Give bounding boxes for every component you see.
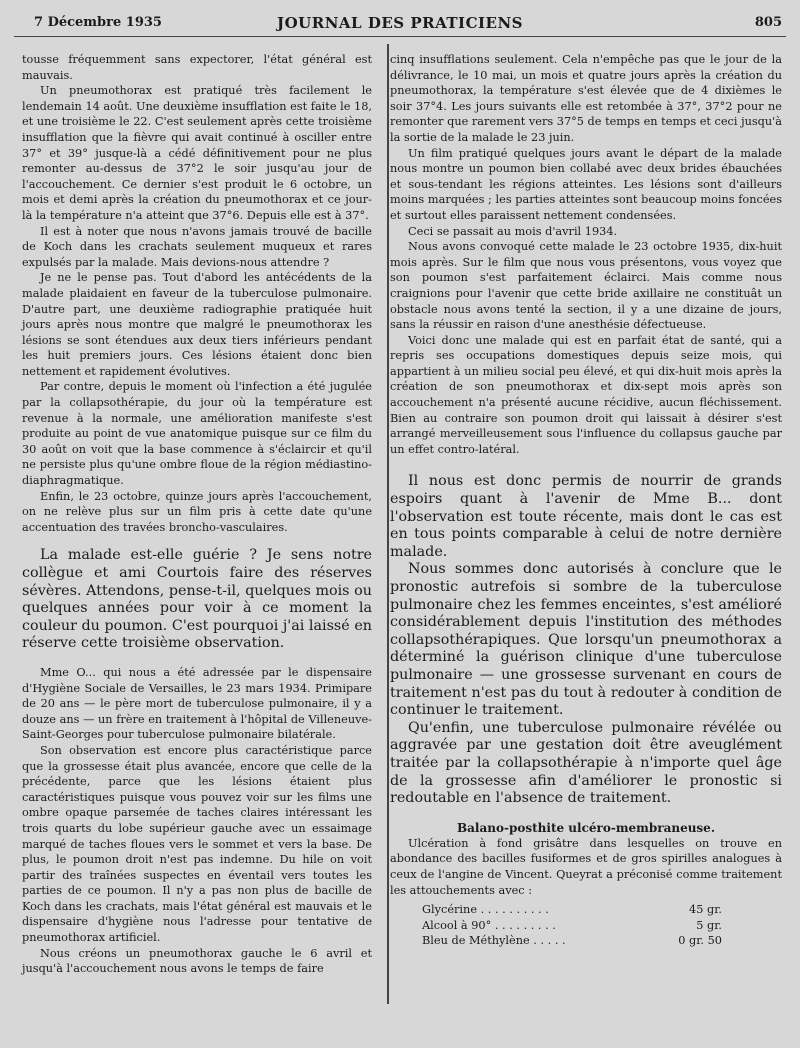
prescription-row [422,902,722,918]
left-column [22,52,372,977]
ingredient-amount: 0 gr. 50 [678,934,722,948]
paragraph: Un film pratiqué quelques jours avant le départ de la malade nous montre un poumon bien collabé avec deux brides ébauchées et sous-tendant les régions atteintes. Les lésions sont d'ailleurs moins marquées ; les parties atteintes sont beaucoup moins foncées et surtout elles paraissent nettement condensées. [390,146,782,222]
paragraph: Ceci se passait au mois d'avril 1934. [408,224,618,238]
paragraph: Un pneumothorax est pratiqué très facilement le lendemain 14 août. Une deuxième insufflation est faite le 18, et une troisième le 22. C'est seulement après cette troisième insufflation que la fièvre qui avait continué à osciller entre 37° et 39° jusque-là a cédé définitivement pour ne plus remonter au-dessus de 37°2 le soir jusqu'au jour de l'accouchement. Ce dernier s'est produit le 6 octobre, un mois et demi après la création du pneumothorax et ce jour-là la température n'a atteint que 37°6. Depuis elle est à 37°. [22,84,372,222]
column-divider [387,44,389,1004]
journal-title: JOURNAL DES PRATICIENS [277,14,523,32]
paragraph: Son observation est encore plus caractéristique parce que la grossesse était plus avancée, encore que celle de la précédente, parce que les lésions étaient plus caractéristiques puisque vous pouvez voir sur les films une ombre opaque parsemée de taches claires intéressant les trois quarts du lobe supérieur gauche avec un essaimage marqué de taches floues vers le sommet et vers la base. De plus, le poumon droit n'est pas indemne. Du hile on voit partir des traînées suspectes en éventail vers toutes les parties de ce poumon. Il n'y a pas non plus de bacille de Koch dans les crachats, mais l'état général est mauvais et le dispensaire d'hygiène nous l'adresse pour tentative de pneumothorax artificiel. [22,743,372,945]
ingredient-name: Bleu de Méthylène . . . . . [422,934,566,948]
prescription-row [422,918,722,934]
paragraph-large: Nous sommes donc autorisés à conclure que le pronostic autrefois si sombre de la tuberculose pulmonaire chez les femmes enceintes, s'est amélioré considérablement depuis l'institution des méthodes collapsothérapiques. Que lorsqu'un pneumothorax a déterminé la guérison clinique d'une tuberculose pulmonaire — une grossesse survenant en cours de traitement n'est pas du tout à redouter à condition de continuer le traitement. [390,561,782,719]
right-column [390,52,782,949]
paragraph: Il est à noter que nous n'avons jamais trouvé de bacille de Koch dans les crachats seulement muqueux et rares expulsés par la malade. Mais devions-nous attendre ? [22,224,372,269]
paragraph: tousse fréquemment sans expectorer, l'état général est mauvais. [22,53,372,82]
paragraph-large: Qu'enfin, une tuberculose pulmonaire révélée ou aggravée par une gestation doit être aveuglément traitée par la collapsothérapie à n'importe quel âge de la grossesse afin d'améliorer le pronostic si redoutable en l'absence de traitement. [390,719,782,807]
paragraph: Par contre, depuis le moment où l'infection a été jugulée par la collapsothérapie, du jour où la température est revenue à la normale, une amélioration manifeste s'est produite au point de vue anatomique puisque sur ce film du 30 août on voit que la base commence à s'éclaircir et qu'il ne persiste plus qu'une ombre floue de la région médiastino-diaphragmatique. [22,380,372,488]
section-title: Balano-posthite ulcéro-membraneuse. [457,820,715,835]
paragraph: Je ne le pense pas. Tout d'abord les antécédents de la malade plaidaient en faveur de la tuberculose pulmonaire. D'autre part, une deuxième radiographie pratiquée huit jours après nous montre que malgré le pneumothorax les lésions se sont étendues aux deux tiers inférieurs pendant les huit premiers jours. Ces lésions étaient donc bien nettement et rapidement évolutives. [22,271,372,378]
paragraph: cinq insufflations seulement. Cela n'empêche pas que le jour de la délivrance, le 10 mai, un mois et quatre jours après la création du pneumothorax, la température s'est élevée que de 4 dixièmes le soir 37°4. Les jours suivants elle est retombée à 37°, 37°2 pour ne remonter que rarement vers 37°5 de temps en temps et ceci jusqu'à la sortie de la malade le 23 juin. [390,53,783,144]
page-number: 805 [754,15,782,30]
page-header [14,12,786,37]
paragraph: Enfin, le 23 octobre, quinze jours après l'accouchement, on ne relève plus sur un film pris à cette date qu'une accentuation des travées broncho-vasculaires. [22,489,372,534]
issue-date: 7 Décembre 1935 [34,15,162,30]
paragraph-large: La malade est-elle guérie ? Je sens notre collègue et ami Courtois faire des réserves sévères. Attendons, pense-t-il, quelques mois ou quelques années pour voir à ce moment la couleur du poumon. C'est pourquoi j'ai laissé en réserve cette troisième observation. [22,547,372,652]
paragraph: Nous avons convoqué cette malade le 23 octobre 1935, dix-huit mois après. Sur le film que nous vous présentons, vous voyez que son poumon s'est parfaitement éclairci. Mais comme nous craignions pour l'avenir que cette bride axillaire ne constituât un obstacle nous avons tenté la section, il y a une dizaine de jours, sans la réussir en raison d'une anesthésie défectueuse. [390,240,782,332]
paragraph-large: Il nous est donc permis de nourrir de grands espoirs quant à l'avenir de Mme B... dont l'observation est toute récente, mais dont le cas est en tous points comparable à celui de notre dernière malade. [390,473,782,560]
paragraph: Voici donc une malade qui est en parfait état de santé, qui a repris ses occupations domestiques depuis seize mois, qui appartient à un milieu social peu élevé, et qui dix-huit mois après la création de son pneumothorax et dix-sept mois après son accouchement n'a présenté aucune récidive, aucun fléchissement. Bien au contraire son poumon droit qui laissait à désirer s'est arrangé merveilleusement sous l'influence du collapsus gauche par un effet contro-latéral. [390,333,782,456]
paragraph: Nous créons un pneumothorax gauche le 6 avril et jusqu'à l'accouchement nous avons le temps de faire [22,946,372,976]
paragraph: Mme O... qui nous a été adressée par le dispensaire d'Hygiène Sociale de Versailles, le 23 mars 1934. Primipare de 20 ans — le père mort de tuberculose pulmonaire, il y a douze ans — un frère en traitement à l'hôpital de Villeneuve-Saint-Georges pour tuberculose pulmonaire bilatérale. [22,665,372,742]
ingredient-amount: 45 gr. [689,903,722,917]
ingredient-name: Alcool à 90° . . . . . . . . . [422,918,556,932]
paragraph: Ulcération à fond grisâtre dans lesquelles on trouve en abondance des bacilles fusiformes et de gros spirilles analogues à ceux de l'angine de Vincent. Queyrat a préconisé comme traitement les attouchements avec : [390,836,782,897]
prescription-row [422,933,722,949]
ingredient-name: Glycérine . . . . . . . . . . [422,903,549,917]
prescription-list [422,902,722,949]
ingredient-amount: 5 gr. [696,918,722,932]
